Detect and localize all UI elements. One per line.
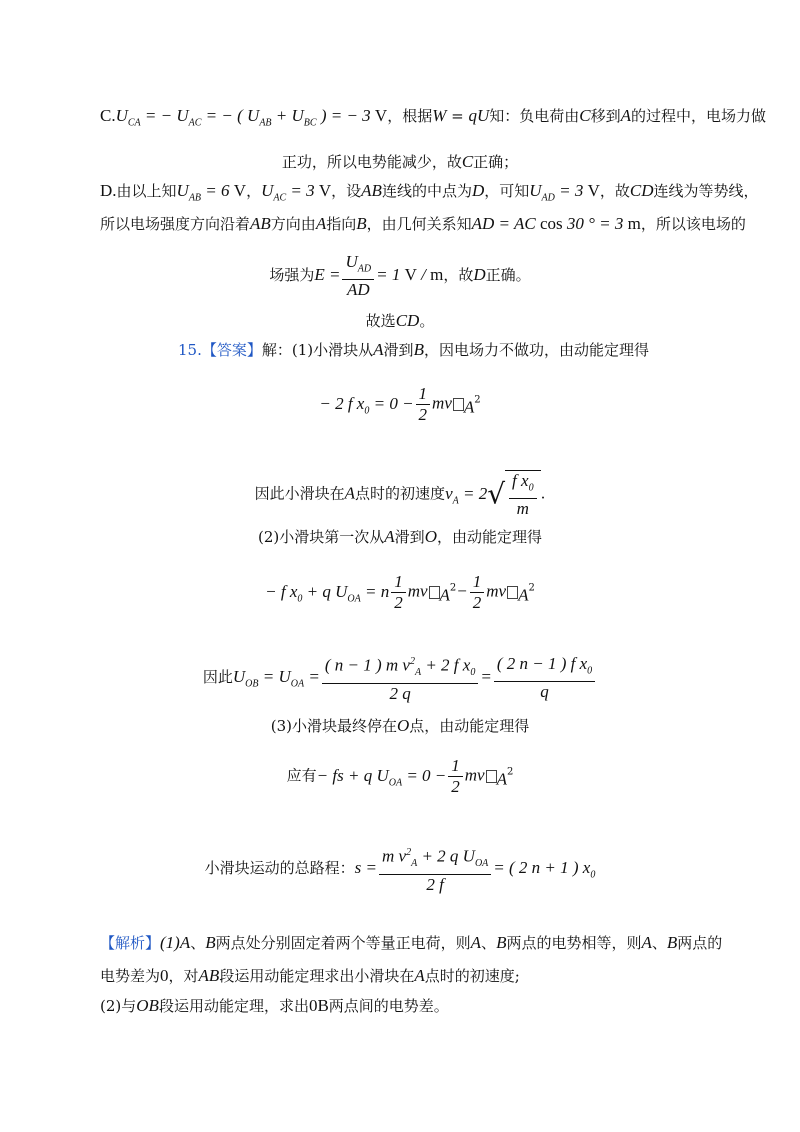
analysis-1: 【解析】(1)A、B两点处分别固定着两个等量正电荷，则A、B两点的电势相等，则A、B两点的	[100, 933, 723, 952]
line-c: $C.U_{CA}$ = − $U_{AC}$ = − ( $U_{AB} + U_{BC}$ ) = − 3 V，根据W = qU知：负电荷由C移到A的过程中，电场力做	[100, 106, 767, 129]
line-d: D.由以上知$U_{AB} = 6$ V，$U_{AC} = 3$ V，设AB连线的中点为D，可知$U_{AD} = 3$ V，故CD连线为等势线，	[100, 181, 759, 204]
eq-s: 小滑块运动的总路程：s = $\frac{m v^2_A + 2 q U_{OA}}{2 f}$ = ( 2 n + 1 ) $x_0$	[0, 843, 800, 895]
line-d2: 所以电场强度方向沿着AB方向由A指向B，由几何关系知AD = AC cos 30 ° = 3 m，所以该电场的	[100, 214, 746, 233]
part-3: (3)小滑块最终停在O点，由动能定理得	[270, 716, 530, 735]
eq-3: 应有− fs + q $U_{OA} = 0$ − $\frac{1}{2}$ mv $_A^2$	[286, 756, 514, 796]
part-2: (2)小滑块第一次从A滑到O，由动能定理得	[258, 527, 542, 546]
line-select: 故选CD。	[365, 311, 435, 330]
analysis-3: (2)与OB段运用动能定理，求出0B两点间的电势差。	[100, 996, 449, 1015]
line-d3: 场强为E = $\frac{U_{AD}}{AD}$ = 1 V / m，故D正确。	[269, 252, 531, 300]
eq-va: 因此小滑块在A点时的初速度$v_A = 2√$ $\frac{f x_0}{m}$ .	[254, 471, 546, 519]
eq-uob: 因此$U_{OB} = U_{OA}$ = $\frac{( n - 1 ) m v^2_A + 2 f x_0}{2 q}$ = $\frac{( 2 n - 1 ) f x_0}{q}$	[0, 652, 800, 704]
q15-header: 15.【答案】解：(1)小滑块从A滑到B，因电场力不做功，由动能定理得	[178, 340, 649, 359]
line-c-cont: 正功，所以电势能减少，故C正确；	[281, 152, 519, 171]
eq-1: − 2 f $x_0 = 0$ − $\frac{1}{2}$ mv $_A^2$	[319, 384, 481, 424]
analysis-2: 电势差为0，对AB段运用动能定理求出小滑块在A点时的初速度;	[100, 966, 520, 985]
eq-2: − f $x_0 + q$ $U_{OA} = n$ $\frac{1}{2}$ mv $_A^2$− $\frac{1}{2}$ mv $_A^2$	[265, 572, 535, 612]
